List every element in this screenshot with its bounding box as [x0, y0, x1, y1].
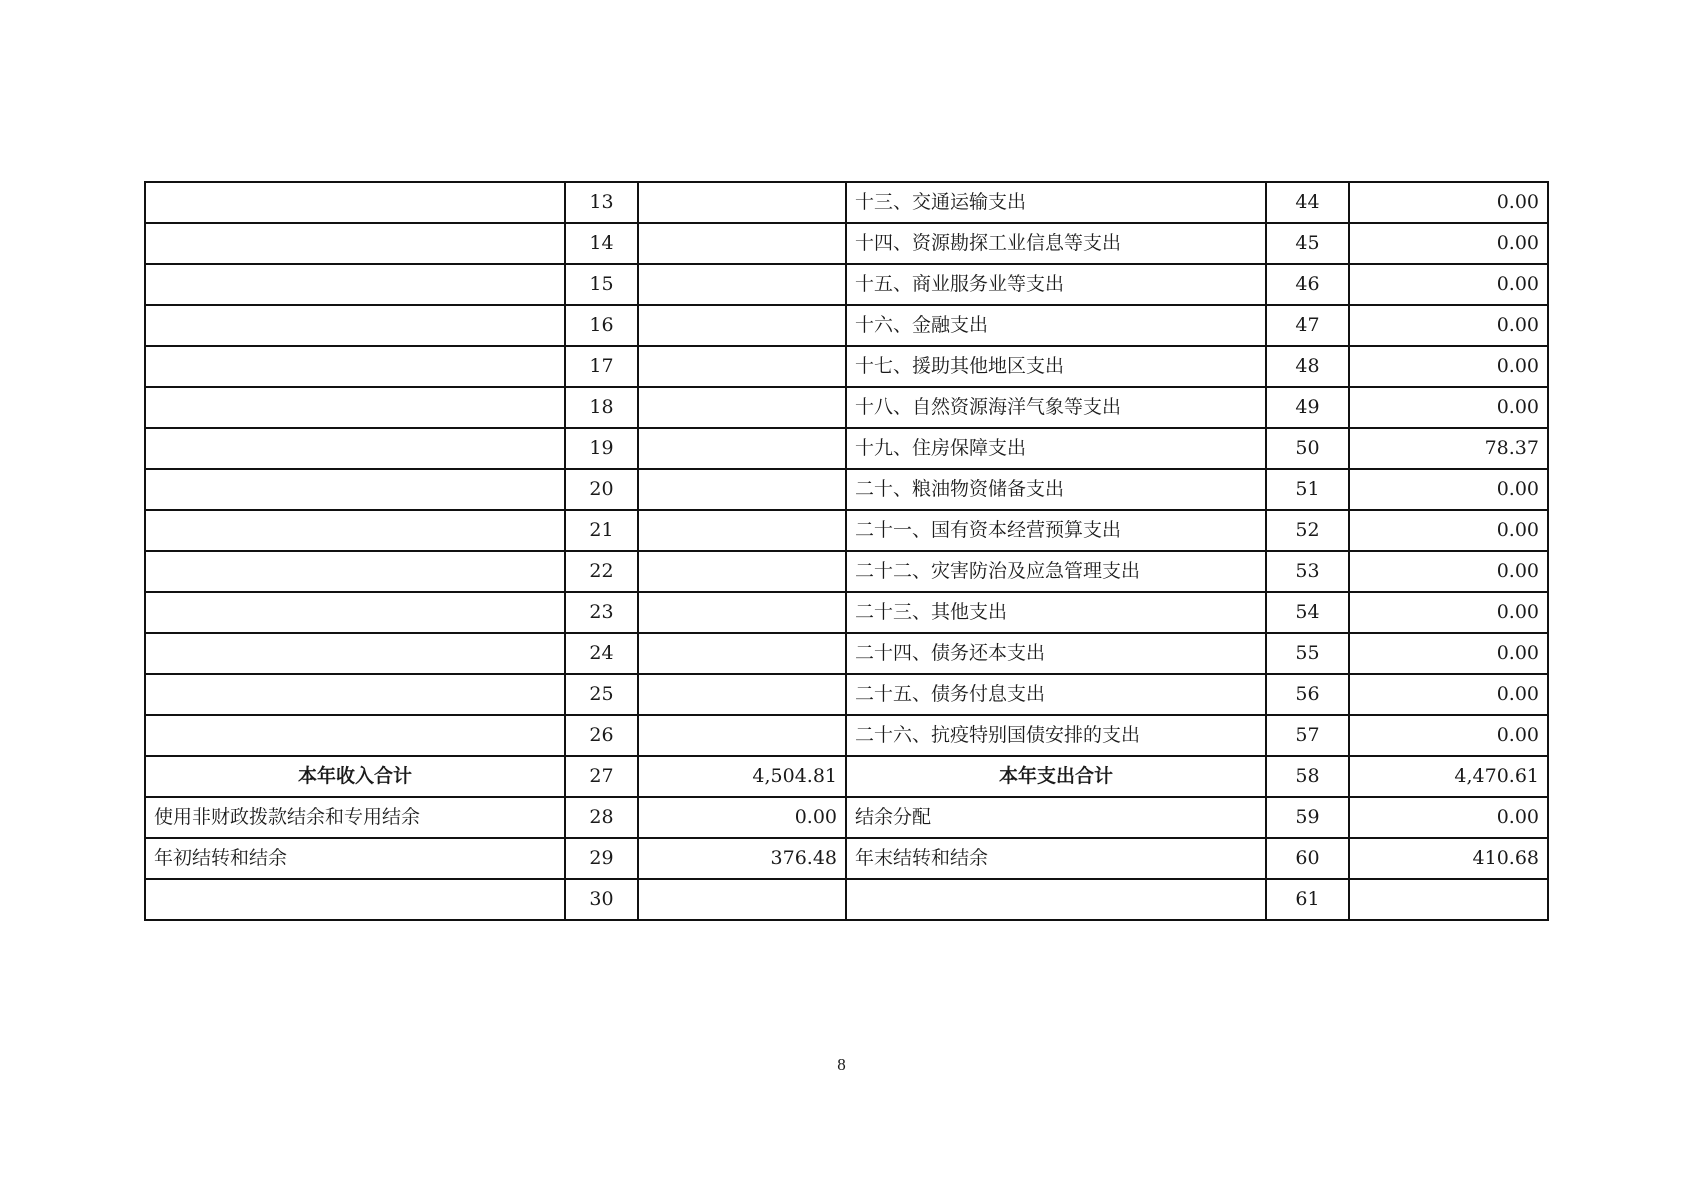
expenditure-item-cell: 二十六、抗疫特别国债安排的支出 — [846, 715, 1266, 756]
expenditure-amount-cell: 0.00 — [1349, 510, 1548, 551]
income-item-cell — [145, 469, 565, 510]
income-line-number-cell: 27 — [565, 756, 638, 797]
income-line-number-cell: 24 — [565, 633, 638, 674]
income-item-cell — [145, 879, 565, 920]
expenditure-item-cell: 本年支出合计 — [846, 756, 1266, 797]
income-line-number-cell: 14 — [565, 223, 638, 264]
income-item-cell — [145, 305, 565, 346]
income-line-number-cell: 28 — [565, 797, 638, 838]
income-item-cell — [145, 182, 565, 223]
income-line-number-cell: 26 — [565, 715, 638, 756]
table-row — [145, 715, 1548, 756]
expenditure-line-number-cell: 53 — [1266, 551, 1349, 592]
income-line-number-cell: 13 — [565, 182, 638, 223]
page-number: 8 — [837, 1055, 846, 1074]
expenditure-amount-cell: 0.00 — [1349, 674, 1548, 715]
income-item-cell: 年初结转和结余 — [145, 838, 565, 879]
table-row — [145, 592, 1548, 633]
income-line-number-cell: 23 — [565, 592, 638, 633]
income-amount-cell — [638, 428, 846, 469]
income-amount-cell — [638, 633, 846, 674]
expenditure-item-cell: 十九、住房保障支出 — [846, 428, 1266, 469]
income-amount-cell: 376.48 — [638, 838, 846, 879]
income-amount-cell — [638, 469, 846, 510]
expenditure-amount-cell: 4,470.61 — [1349, 756, 1548, 797]
expenditure-amount-cell: 0.00 — [1349, 387, 1548, 428]
income-amount-cell — [638, 223, 846, 264]
expenditure-line-number-cell: 56 — [1266, 674, 1349, 715]
income-amount-cell — [638, 182, 846, 223]
income-amount-cell: 4,504.81 — [638, 756, 846, 797]
expenditure-line-number-cell: 58 — [1266, 756, 1349, 797]
expenditure-line-number-cell: 47 — [1266, 305, 1349, 346]
expenditure-amount-cell: 78.37 — [1349, 428, 1548, 469]
budget-table-body — [145, 182, 1548, 920]
expenditure-amount-cell: 0.00 — [1349, 551, 1548, 592]
table-row — [145, 879, 1548, 920]
table-row — [145, 387, 1548, 428]
income-amount-cell — [638, 346, 846, 387]
income-item-cell — [145, 428, 565, 469]
expenditure-amount-cell: 0.00 — [1349, 346, 1548, 387]
table-row — [145, 551, 1548, 592]
expenditure-line-number-cell: 52 — [1266, 510, 1349, 551]
expenditure-line-number-cell: 59 — [1266, 797, 1349, 838]
income-line-number-cell: 22 — [565, 551, 638, 592]
income-line-number-cell: 19 — [565, 428, 638, 469]
expenditure-item-cell: 十七、援助其他地区支出 — [846, 346, 1266, 387]
expenditure-amount-cell: 0.00 — [1349, 182, 1548, 223]
expenditure-item-cell: 二十四、债务还本支出 — [846, 633, 1266, 674]
income-amount-cell — [638, 674, 846, 715]
expenditure-amount-cell: 410.68 — [1349, 838, 1548, 879]
budget-table — [144, 181, 1549, 921]
table-row — [145, 469, 1548, 510]
income-item-cell — [145, 551, 565, 592]
income-line-number-cell: 30 — [565, 879, 638, 920]
table-row — [145, 223, 1548, 264]
table-row — [145, 674, 1548, 715]
expenditure-line-number-cell: 54 — [1266, 592, 1349, 633]
income-amount-cell — [638, 592, 846, 633]
income-line-number-cell: 29 — [565, 838, 638, 879]
income-line-number-cell: 16 — [565, 305, 638, 346]
expenditure-amount-cell: 0.00 — [1349, 223, 1548, 264]
expenditure-line-number-cell: 44 — [1266, 182, 1349, 223]
expenditure-line-number-cell: 61 — [1266, 879, 1349, 920]
expenditure-item-cell: 二十二、灾害防治及应急管理支出 — [846, 551, 1266, 592]
expenditure-item-cell: 十八、自然资源海洋气象等支出 — [846, 387, 1266, 428]
expenditure-line-number-cell: 55 — [1266, 633, 1349, 674]
income-item-cell — [145, 346, 565, 387]
table-row — [145, 264, 1548, 305]
income-item-cell: 本年收入合计 — [145, 756, 565, 797]
income-item-cell — [145, 510, 565, 551]
income-amount-cell — [638, 387, 846, 428]
income-item-cell — [145, 592, 565, 633]
table-row — [145, 633, 1548, 674]
expenditure-line-number-cell: 51 — [1266, 469, 1349, 510]
table-row — [145, 182, 1548, 223]
income-item-cell — [145, 715, 565, 756]
table-row — [145, 428, 1548, 469]
table-row — [145, 838, 1548, 879]
table-row — [145, 510, 1548, 551]
income-line-number-cell: 15 — [565, 264, 638, 305]
table-row — [145, 305, 1548, 346]
income-amount-cell — [638, 510, 846, 551]
expenditure-amount-cell: 0.00 — [1349, 469, 1548, 510]
income-amount-cell — [638, 879, 846, 920]
expenditure-item-cell — [846, 879, 1266, 920]
table-row — [145, 346, 1548, 387]
income-item-cell — [145, 223, 565, 264]
expenditure-amount-cell: 0.00 — [1349, 264, 1548, 305]
income-amount-cell — [638, 715, 846, 756]
expenditure-line-number-cell: 46 — [1266, 264, 1349, 305]
income-item-cell — [145, 633, 565, 674]
income-line-number-cell: 21 — [565, 510, 638, 551]
income-line-number-cell: 25 — [565, 674, 638, 715]
expenditure-line-number-cell: 49 — [1266, 387, 1349, 428]
income-item-cell — [145, 387, 565, 428]
expenditure-item-cell: 十三、交通运输支出 — [846, 182, 1266, 223]
income-line-number-cell: 20 — [565, 469, 638, 510]
expenditure-item-cell: 二十、粮油物资储备支出 — [846, 469, 1266, 510]
table-row — [145, 797, 1548, 838]
expenditure-item-cell: 结余分配 — [846, 797, 1266, 838]
expenditure-line-number-cell: 60 — [1266, 838, 1349, 879]
income-line-number-cell: 17 — [565, 346, 638, 387]
expenditure-amount-cell — [1349, 879, 1548, 920]
total-row — [145, 756, 1548, 797]
expenditure-amount-cell: 0.00 — [1349, 715, 1548, 756]
expenditure-line-number-cell: 48 — [1266, 346, 1349, 387]
expenditure-item-cell: 年末结转和结余 — [846, 838, 1266, 879]
expenditure-item-cell: 二十五、债务付息支出 — [846, 674, 1266, 715]
expenditure-amount-cell: 0.00 — [1349, 797, 1548, 838]
income-amount-cell — [638, 551, 846, 592]
income-item-cell: 使用非财政拨款结余和专用结余 — [145, 797, 565, 838]
income-line-number-cell: 18 — [565, 387, 638, 428]
income-amount-cell — [638, 305, 846, 346]
expenditure-amount-cell: 0.00 — [1349, 305, 1548, 346]
expenditure-item-cell: 二十一、国有资本经营预算支出 — [846, 510, 1266, 551]
expenditure-item-cell: 二十三、其他支出 — [846, 592, 1266, 633]
expenditure-item-cell: 十六、金融支出 — [846, 305, 1266, 346]
expenditure-amount-cell: 0.00 — [1349, 633, 1548, 674]
expenditure-amount-cell: 0.00 — [1349, 592, 1548, 633]
expenditure-line-number-cell: 45 — [1266, 223, 1349, 264]
income-amount-cell: 0.00 — [638, 797, 846, 838]
income-item-cell — [145, 264, 565, 305]
expenditure-line-number-cell: 50 — [1266, 428, 1349, 469]
expenditure-item-cell: 十四、资源勘探工业信息等支出 — [846, 223, 1266, 264]
income-amount-cell — [638, 264, 846, 305]
income-item-cell — [145, 674, 565, 715]
expenditure-line-number-cell: 57 — [1266, 715, 1349, 756]
expenditure-item-cell: 十五、商业服务业等支出 — [846, 264, 1266, 305]
